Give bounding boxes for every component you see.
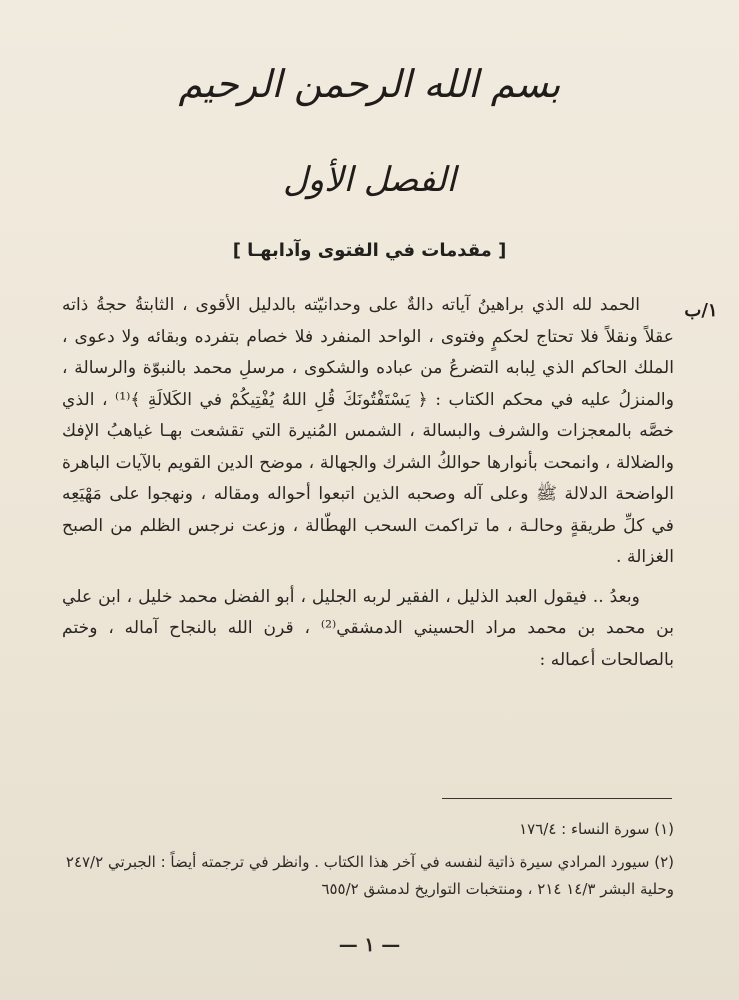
footnotes [62,816,674,909]
basmala-heading: بسم الله الرحمن الرحيم [178,62,561,106]
manuscript-folio-marker: ١/ب [684,300,718,321]
footnote-2: (٢) سيورد المرادي سيرة ذاتية لنفسه في آخر هذا الكتاب . وانظر في ترجمته أيضاً : الجبرتي ٢٤٧/٢ وحلية البشر ١٤/٣ ٢١٤ ، ومنتخبات التواريخ لدمشق ٦٥٥/٢ [65,853,674,898]
footnote-separator [442,798,672,799]
paragraph-opening: الحمد لله الذي براهينُ آياته دالةٌ على وحدانيّته بالدليل الأقوى ، الثابتةُ حجةُ ذاته عقلاً ونقلاً فلا تحتاج لحكمٍ وفتوى ، الواحد المنفرد فلا خصام بتفرده وبقائه ولا دعوى ، الملك الحاكم الذي لِبابه التضرعُ من عباده والشكوى ، مرسلِ محمد بالنبوّة والرسالة ، والمنزلُ عليه في محكم الكتاب : ﴿ يَسْتَفْتُونَكَ قُلِ اللهُ يُفْتِيكُمْ في الكَلالَةِ ﴾⁽¹⁾ ، الذي خصَّه بالمعجزات والشرف والبسالة ، الشمس المُنيرة التي تقشعت بهـا غياهبُ الإفك والضلالة ، وانمحت بأنوارها حوالكُ الشرك والجهالة ، موضح الدين القويم بالآيات الباهرة الواضحة الدلالة ﷺ وعلى آله وصحبه الذين اتبعوا أحواله ومقاله ، ونهجوا على مَهْيَعِه في كلِّ طريقةٍ وحالـة ، ما تراكمت السحب الهطّالة ، وزعت نرجس الظلم من الصبح الغزالة . [62,295,675,567]
body-text [62,290,674,676]
paragraph-author-intro: وبعدُ .. فيقول العبد الذليل ، الفقير لربه الجليل ، أبو الفضل محمد خليل ، ابن علي بن محمد بن محمد مراد الحسيني الدمشقي⁽²⁾ ، قرن الله بالنجاح آماله ، وختم بالصالحات أعماله : [62,586,675,670]
page-number: — ١ — [338,934,401,956]
chapter-title: الفصل الأول [282,160,456,200]
section-subtitle: [ مقدمات في الفتوى وآدابهـا ] [232,240,507,261]
footnote-1: (١) سورة النساء : ١٧٦/٤ [519,820,674,838]
